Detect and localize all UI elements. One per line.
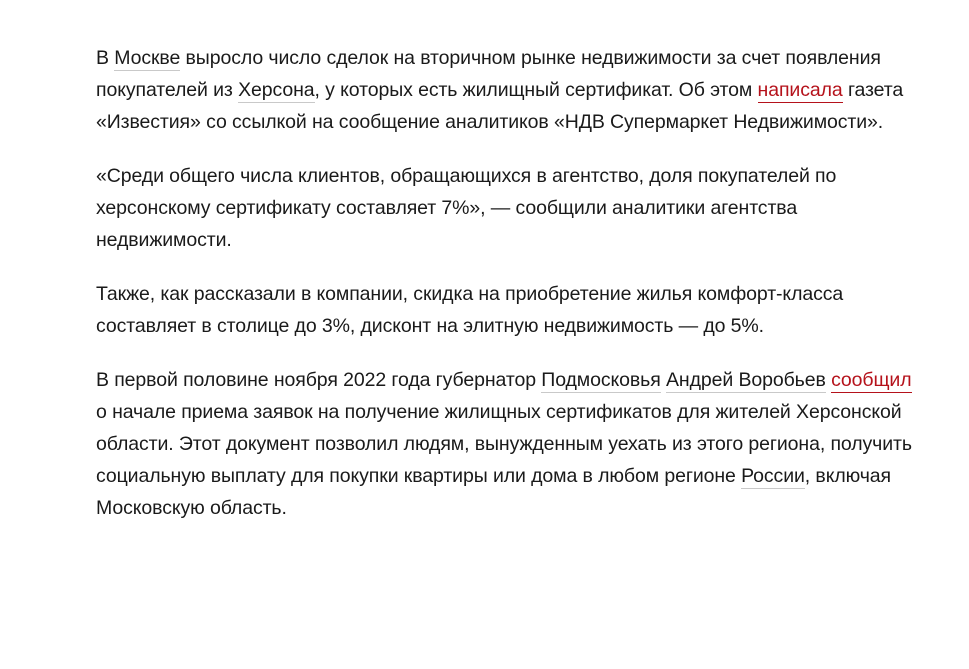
article-body [96, 42, 926, 546]
text-segment: о начале приема заявок на получение жилищных сертификатов для жителей Херсонской области. Этот документ позволил людям, вынужденным уехать из этого региона, получить социальную выплату для покупки квартиры или дома в любом регионе [96, 401, 912, 487]
paragraph-3: Также, как рассказали в компании, скидка на приобретение жилья комфорт-класса составляет в столице до 3%, дисконт на элитную недвижимость — до 5%. [96, 283, 844, 337]
text-segment: В [96, 47, 115, 69]
paragraph-4 [96, 364, 926, 524]
tag-link-russia[interactable]: России [741, 465, 805, 487]
text-segment: В первой половине ноября 2022 года губернатор [96, 369, 542, 391]
text-segment: , включая Московскую область. [96, 465, 891, 519]
tag-link-person[interactable]: Андрей Воробьев [666, 369, 826, 391]
tag-link-moscow-region[interactable]: Подмосковья [541, 369, 661, 391]
text-segment: выросло число сделок на вторичном рынке недвижимости за счет появления покупателей из [96, 47, 881, 101]
tag-link-moscow[interactable]: Москве [114, 47, 181, 69]
source-link-reported[interactable]: сообщил [831, 369, 912, 391]
paragraph-2: «Среди общего числа клиентов, обращающихся в агентство, доля покупателей по херсонскому сертификату составляет 7%», — сообщили аналитики агентства недвижимости. [96, 165, 837, 251]
text-segment: газета «Известия» со ссылкой на сообщение аналитиков «НДВ Супермаркет Недвижимости». [96, 79, 904, 133]
paragraph-1 [96, 42, 926, 138]
text-segment: , у которых есть жилищный сертификат. Об этом [314, 79, 758, 101]
source-link-izvestia[interactable]: написала [757, 79, 843, 101]
tag-link-kherson[interactable]: Херсона [238, 79, 315, 101]
